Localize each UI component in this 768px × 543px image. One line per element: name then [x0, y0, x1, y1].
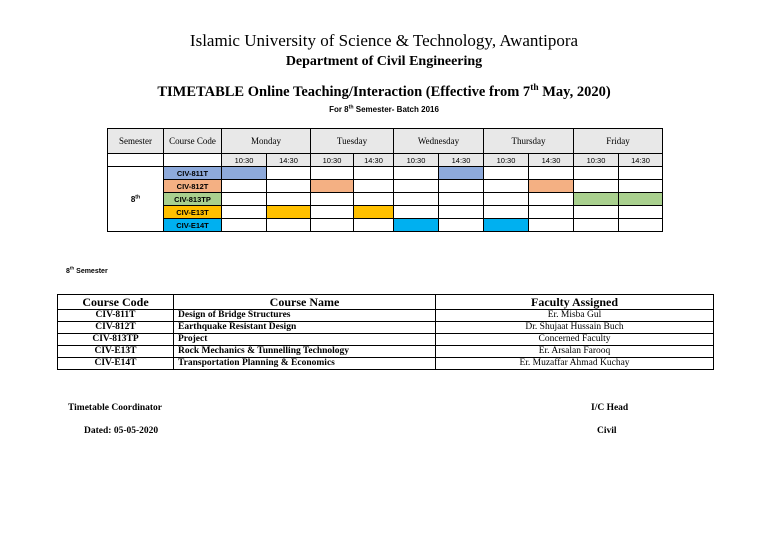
slot-empty: [574, 180, 619, 193]
day-header: Tuesday: [311, 129, 394, 154]
time-slot: 14:30: [529, 154, 574, 167]
table-row: [58, 346, 714, 358]
timetable-grid: [107, 128, 663, 232]
slot-empty: [267, 180, 311, 193]
faculty-col-header: Faculty Assigned: [436, 295, 714, 310]
slot-empty: [484, 193, 529, 206]
slot-empty: [574, 219, 619, 232]
slot-occupied: [574, 193, 619, 206]
course-code: CIV-E13T: [58, 346, 174, 358]
department-name: Department of Civil Engineering: [285, 54, 483, 69]
dated-line: Dated: 05-05-2020: [84, 426, 159, 436]
day-header: Monday: [222, 129, 311, 154]
time-slot: 10:30: [574, 154, 619, 167]
slot-occupied: [354, 206, 394, 219]
course-code: CIV-813TP: [58, 334, 174, 346]
course-code: CIV-812T: [58, 322, 174, 334]
semester-value: 8: [130, 194, 136, 204]
slot-empty: [394, 180, 439, 193]
time-slot: 14:30: [354, 154, 394, 167]
batch-suffix: Semester- Batch 2016: [353, 105, 439, 114]
course-code: CIV-811T: [58, 310, 174, 322]
slot-empty: [394, 193, 439, 206]
course-code-cell: CIV-813TP: [164, 193, 222, 206]
batch-sup: th: [348, 104, 354, 111]
faculty-name: Concerned Faculty: [436, 334, 714, 346]
time-slot: 10:30: [484, 154, 529, 167]
slot-occupied: [394, 219, 439, 232]
semester-label: [66, 265, 108, 275]
course-name: Transportation Planning & Economics: [174, 358, 436, 370]
slot-occupied: [311, 180, 354, 193]
slot-empty: [619, 219, 663, 232]
slot-empty: [619, 180, 663, 193]
course-name: Rock Mechanics & Tunnelling Technology: [174, 346, 436, 358]
batch-prefix: For 8: [329, 105, 349, 114]
slot-empty: [484, 180, 529, 193]
slot-empty: [222, 193, 267, 206]
slot-empty: [222, 219, 267, 232]
slot-empty: [354, 167, 394, 180]
time-slot: 10:30: [394, 154, 439, 167]
faculty-name: Dr. Shujaat Hussain Buch: [436, 322, 714, 334]
slot-empty: [354, 219, 394, 232]
semester-label-suffix: Semester: [74, 268, 108, 275]
course-table: [57, 294, 714, 370]
course-code: CIV-E14T: [58, 358, 174, 370]
slot-empty: [619, 206, 663, 219]
empty-cell: [164, 154, 222, 167]
course-code-cell: CIV-E13T: [164, 206, 222, 219]
course-code-cell: CIV-811T: [164, 167, 222, 180]
university-name: Islamic University of Science & Technology, Awantipora: [189, 31, 579, 50]
timetable-title-prefix: TIMETABLE Online Teaching/Interaction (Effective from 7: [157, 84, 531, 100]
department-civil: Civil: [597, 426, 617, 436]
day-header: Thursday: [484, 129, 574, 154]
faculty-name: Er. Arsalan Farooq: [436, 346, 714, 358]
slot-empty: [394, 206, 439, 219]
slot-empty: [439, 206, 484, 219]
table-row: [58, 310, 714, 322]
course-code-col-header: Course Code: [58, 295, 174, 310]
slot-occupied: [484, 219, 529, 232]
table-row: [58, 322, 714, 334]
table-row: [58, 358, 714, 370]
slot-empty: [529, 219, 574, 232]
slot-empty: [484, 167, 529, 180]
faculty-name: Er. Misba Gul: [436, 310, 714, 322]
time-slot: 14:30: [619, 154, 663, 167]
semester-label-sup: th: [69, 265, 75, 271]
course-name: Earthquake Resistant Design: [174, 322, 436, 334]
slot-empty: [354, 180, 394, 193]
table-row: [58, 334, 714, 346]
slot-empty: [311, 206, 354, 219]
timetable-title: [0, 84, 768, 101]
slot-empty: [267, 167, 311, 180]
slot-empty: [311, 167, 354, 180]
semester-sup: th: [135, 193, 141, 200]
slot-empty: [394, 167, 439, 180]
time-slot: 10:30: [311, 154, 354, 167]
timetable-coordinator: Timetable Coordinator: [68, 403, 163, 413]
timetable-title-sup: th: [530, 83, 539, 94]
slot-empty: [619, 167, 663, 180]
slot-occupied: [619, 193, 663, 206]
ic-head: I/C Head: [591, 403, 629, 413]
course-code-cell: CIV-812T: [164, 180, 222, 193]
slot-empty: [311, 219, 354, 232]
batch-subtitle: [0, 105, 768, 114]
timetable-title-suffix: May, 2020): [538, 84, 611, 100]
faculty-name: Er. Muzaffar Ahmad Kuchay: [436, 358, 714, 370]
empty-cell: [108, 154, 164, 167]
time-slot: 14:30: [267, 154, 311, 167]
slot-occupied: [267, 206, 311, 219]
course-name-col-header: Course Name: [174, 295, 436, 310]
slot-empty: [484, 206, 529, 219]
course-code-header: Course Code: [164, 129, 222, 154]
slot-empty: [574, 206, 619, 219]
slot-occupied: [439, 167, 484, 180]
slot-empty: [267, 193, 311, 206]
slot-empty: [439, 180, 484, 193]
slot-empty: [574, 167, 619, 180]
slot-occupied: [529, 180, 574, 193]
slot-empty: [267, 219, 311, 232]
slot-empty: [222, 180, 267, 193]
slot-empty: [529, 206, 574, 219]
semester-header: Semester: [108, 129, 164, 154]
slot-empty: [354, 193, 394, 206]
slot-empty: [529, 193, 574, 206]
course-code-cell: CIV-E14T: [164, 219, 222, 232]
day-header: Friday: [574, 129, 663, 154]
semester-label-prefix: 8: [66, 268, 70, 275]
day-header: Wednesday: [394, 129, 484, 154]
semester-cell: [108, 167, 164, 232]
slot-empty: [222, 206, 267, 219]
slot-empty: [529, 167, 574, 180]
slot-empty: [439, 219, 484, 232]
slot-empty: [311, 193, 354, 206]
course-name: Project: [174, 334, 436, 346]
time-slot: 10:30: [222, 154, 267, 167]
slot-empty: [439, 193, 484, 206]
time-slot: 14:30: [439, 154, 484, 167]
course-name: Design of Bridge Structures: [174, 310, 436, 322]
slot-occupied: [222, 167, 267, 180]
